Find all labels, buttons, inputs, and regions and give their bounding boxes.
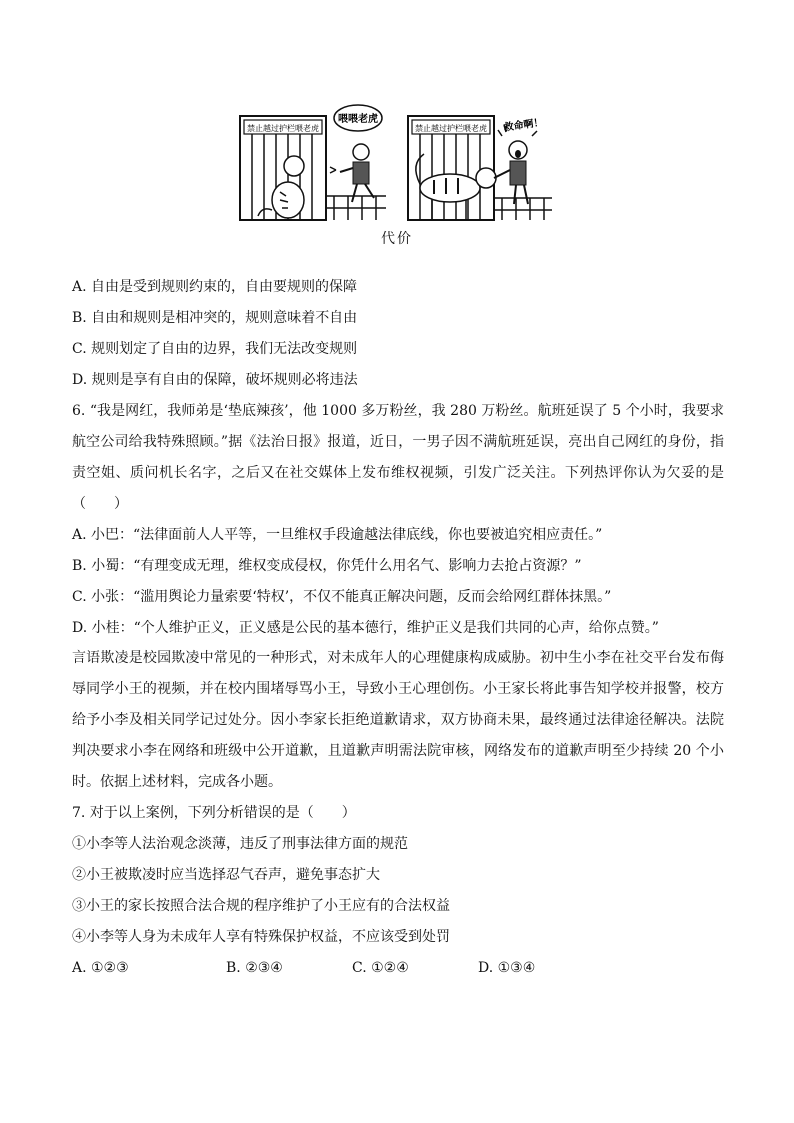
- q6-option-d: D. 小桂：“个人维护正义，正义感是公民的基本德行，维护正义是我们共同的心声，给你点赞。”: [72, 620, 659, 636]
- q7-statement-3: ③小王的家长按照合法合规的程序维护了小王应有的合法权益: [72, 898, 450, 914]
- q7-option-b: B. ②③④: [226, 960, 283, 976]
- man-screaming-icon: [494, 125, 537, 204]
- q7-option-d: D. ①③④: [478, 960, 536, 976]
- comic-panel-1: [240, 105, 386, 220]
- q7-statement-1: ①小李等人法治观念淡薄，违反了刑事法律方面的规范: [72, 836, 408, 852]
- comic-illustration: [236, 100, 556, 226]
- man-feeding-icon: [330, 144, 374, 202]
- case-material: 言语欺凌是校园欺凌中常见的一种形式，对未成年人的心理健康构成威胁。初中生小李在社交平台发布侮辱同学小王的视频，并在校内围堵辱骂小王，导致小王心理创伤。小王家长将此事告知学校并报警，校方给予小李及相关同学记过处分。因小李家长拒绝道歉请求，双方协商未果，最终通过法律途径解决。法院判决要求小李在网络和班级中公开道歉，且道歉声明需法院审核，网络发布的道歉声明至少持续 20 个小时。依据上述材料，完成各小题。: [72, 650, 724, 790]
- q6-option-a: A. 小巴：“法律面前人人平等，一旦维权手段逾越法律底线，你也要被追究相应责任。”: [72, 527, 603, 543]
- q6-stem: 6. “我是网红，我师弟是‘垫底辣孩’，他 1000 多万粉丝，我 280 万粉丝。航班延误了 5 个小时，我要求航空公司给我特殊照顾。”据《法治日报》报道，近日，一男子因不满航班延误，亮出自己网红的身份，指责空姐、质问机长名字，之后又在社交媒体上发布维权视频，引发广泛关注。下列热评你认为欠妥的是（ ）: [72, 403, 724, 512]
- comic-caption: 代价: [381, 231, 413, 247]
- q7-option-c: C. ①②④: [352, 960, 409, 976]
- comic-panel-2: [408, 115, 552, 220]
- q6-option-c: C. 小张：“滥用舆论力量索要‘特权’，不仅不能真正解决问题，反而会给网红群体抹黑。”: [72, 589, 612, 605]
- q5-option-a: A. 自由是受到规则约束的，自由要规则的保障: [72, 279, 358, 295]
- panel1-speech-bubble: 喂喂老虎: [338, 114, 378, 125]
- q7-statement-2: ②小王被欺凌时应当选择忍气吞声，避免事态扩大: [72, 867, 380, 883]
- q7-statement-4: ④小李等人身为未成年人享有特殊保护权益，不应该受到处罚: [72, 929, 450, 945]
- q5-option-d: D. 规则是享有自由的保障，破坏规则必将违法: [72, 372, 358, 388]
- q6-option-b: B. 小蜀：“有理变成无理，维权变成侵权，你凭什么用名气、影响力去抢占资源？”: [72, 558, 582, 574]
- q5-option-b: B. 自由和规则是相冲突的，规则意味着不自由: [72, 310, 358, 326]
- q5-option-c: C. 规则划定了自由的边界，我们无法改变规则: [72, 341, 358, 357]
- panel2-sign-text: 禁止越过护栏喂老虎: [415, 124, 487, 133]
- panel1-sign-text: 禁止越过护栏喂老虎: [247, 124, 319, 133]
- q7-option-a: A. ①②③: [72, 960, 129, 976]
- q7-stem: 7. 对于以上案例，下列分析错误的是（ ）: [72, 805, 356, 821]
- panel2-shout-text: 救命啊！: [503, 117, 545, 134]
